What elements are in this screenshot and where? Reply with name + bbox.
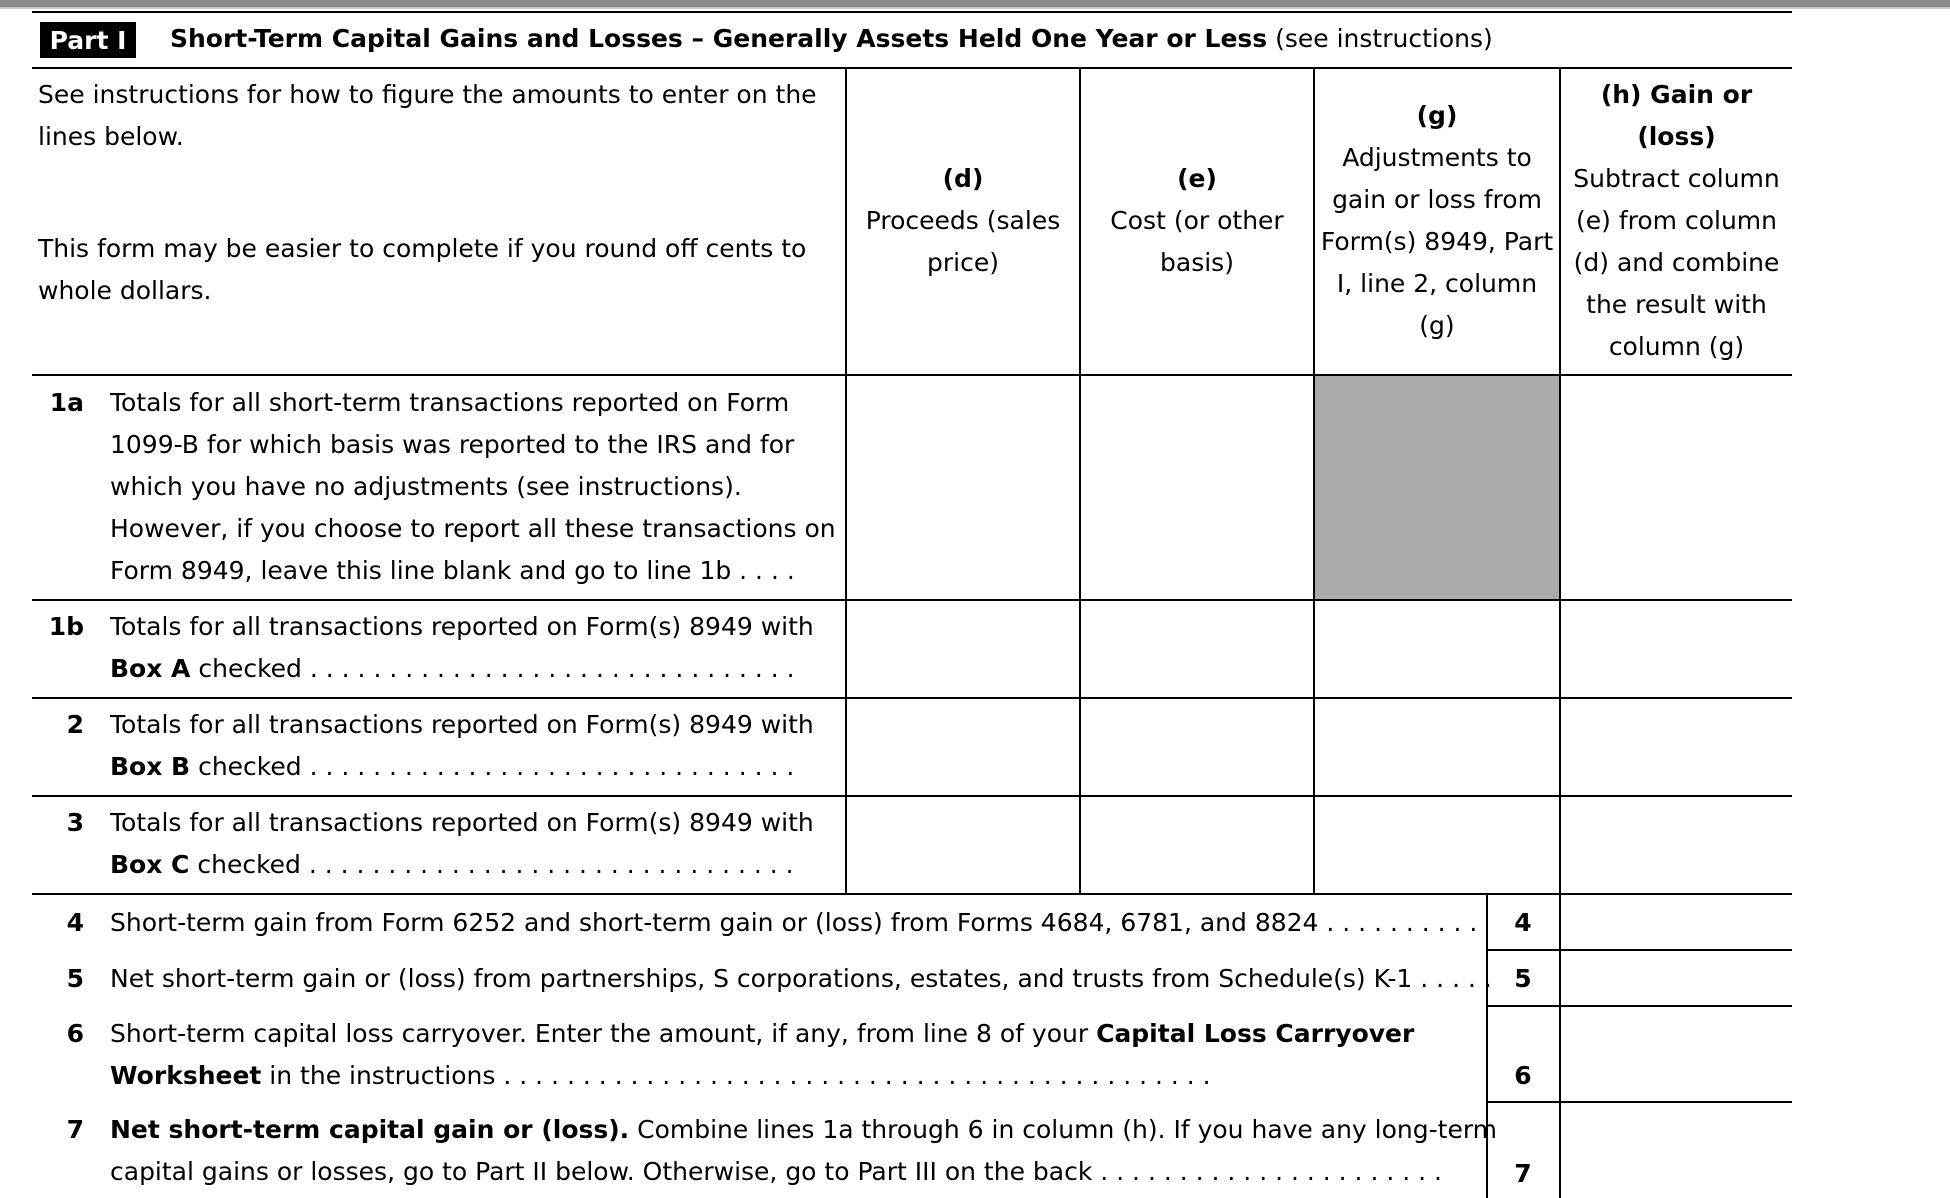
line-2-box-label: Box B [110, 752, 191, 781]
line-1a-col-e-input[interactable] [1081, 376, 1313, 599]
column-e-line-2: basis) [1160, 248, 1234, 277]
line-2-col-g-input[interactable] [1315, 699, 1559, 795]
line-6-worksheet-bold-1: Capital Loss Carryover [1096, 1019, 1415, 1048]
column-g-line-1: Adjustments to [1342, 143, 1532, 172]
column-d-letter: (d) [942, 164, 984, 193]
line-4-text: Short-term gain from Form 6252 and short-term gain or (loss) from Forms 4684, 6781, and 8824 . . . . . . . . . . [110, 908, 1478, 937]
line-1b-col-g-input[interactable] [1315, 601, 1559, 697]
line-3-text-2 [110, 844, 794, 886]
line-6-col-h-input[interactable] [1561, 1007, 1792, 1101]
line-5-text: Net short-term gain or (loss) from partnerships, S corporations, estates, and trusts from Schedule(s) K-1 . . . . . [110, 964, 1492, 993]
line-6-text-1 [110, 1013, 1414, 1055]
intro-line-4: whole dollars. [38, 276, 212, 305]
line-1a-number: 1a [49, 388, 84, 417]
part-title-main: Short-Term Capital Gains and Losses – Generally Assets Held One Year or Less [170, 24, 1268, 53]
line-1b-checked-text: checked . . . . . . . . . . . . . . . . . . . . . . . . . . . . . . . [190, 654, 795, 683]
part-top-rule [32, 11, 1792, 13]
line-7-col-h-input[interactable] [1561, 1103, 1792, 1198]
line-1a-text-4: However, if you choose to report all these transactions on [110, 514, 836, 543]
line-2-checked-text: checked . . . . . . . . . . . . . . . . . . . . . . . . . . . . . . . [190, 752, 795, 781]
line-6-text-1-main: Short-term capital loss carryover. Enter the amount, if any, from line 8 of your [110, 1019, 1097, 1048]
line-1a-text-1: Totals for all short-term transactions reported on Form [110, 388, 790, 417]
line-7-text-1-main: Combine lines 1a through 6 in column (h). If you have any long-term [629, 1115, 1498, 1144]
line-6-worksheet-bold-2: Worksheet [110, 1061, 262, 1090]
line-7-title-bold: Net short-term capital gain or (loss). [110, 1115, 630, 1144]
line-1a-text-3: which you have no adjustments (see instructions). [110, 472, 742, 501]
column-g-header [1315, 68, 1559, 374]
line-2-text-1: Totals for all transactions reported on Form(s) 8949 with [110, 710, 814, 739]
column-h-line-4: (d) and combine [1573, 248, 1780, 277]
line-1a-text-5: Form 8949, leave this line blank and go to line 1b . . . . [110, 556, 795, 585]
intro-line-3: This form may be easier to complete if you round off cents to [38, 234, 807, 263]
line-7-box-number: 7 [1514, 1159, 1532, 1188]
line-2-col-h-input[interactable] [1561, 699, 1792, 795]
line-4-number: 4 [66, 908, 84, 937]
line-2-col-d-input[interactable] [847, 699, 1079, 795]
line-6-text-2 [110, 1055, 1211, 1097]
top-border-shadow [0, 7, 1950, 9]
column-h-line-2: Subtract column [1573, 164, 1780, 193]
line-1b-col-e-input[interactable] [1081, 601, 1313, 697]
line-1b-box-label: Box A [110, 654, 191, 683]
column-h-line-3: (e) from column [1576, 206, 1777, 235]
column-g-line-4: I, line 2, column [1336, 269, 1538, 298]
line-3-col-h-input[interactable] [1561, 797, 1792, 893]
line-6-box-number: 6 [1514, 1061, 1532, 1090]
line-1a-col-d-input[interactable] [847, 376, 1079, 599]
part-title [170, 24, 1493, 53]
row-3-bottom-rule [32, 893, 1792, 895]
line-4-col-h-input[interactable] [1561, 895, 1792, 949]
line-7-number: 7 [66, 1115, 84, 1144]
line-2-text-2 [110, 746, 794, 788]
line-1b-number: 1b [48, 612, 84, 641]
line-3-col-d-input[interactable] [847, 797, 1079, 893]
column-d-line-2: price) [927, 248, 999, 277]
part-label: Part I [40, 22, 136, 58]
column-e-line-1: Cost (or other [1110, 206, 1284, 235]
line-1b-col-d-input[interactable] [847, 601, 1079, 697]
line-3-col-g-input[interactable] [1315, 797, 1559, 893]
line-4-box-number: 4 [1514, 908, 1532, 937]
line-1a-col-h-input[interactable] [1561, 376, 1792, 599]
line-1b-text-1: Totals for all transactions reported on Form(s) 8949 with [110, 612, 814, 641]
line-7-text-1 [110, 1109, 1497, 1151]
line-1a-text-2: 1099-B for which basis was reported to the IRS and for [110, 430, 795, 459]
shaded-cell-1a-g [1315, 376, 1559, 599]
column-d-header [847, 68, 1079, 374]
line-5-col-h-input[interactable] [1561, 951, 1792, 1005]
line-3-checked-text: checked . . . . . . . . . . . . . . . . . . . . . . . . . . . . . . . [189, 850, 794, 879]
line-5-box-number: 5 [1514, 964, 1532, 993]
intro-line-1: See instructions for how to figure the amounts to enter on the [38, 80, 817, 109]
line-6-number: 6 [66, 1019, 84, 1048]
line-5-number: 5 [66, 964, 84, 993]
line-7-text-2: capital gains or losses, go to Part II below. Otherwise, go to Part III on the back . . . . . . . . . . . . . . . . . . . . . . [110, 1157, 1442, 1186]
column-h-loss: (loss) [1637, 122, 1716, 151]
line-1b-col-h-input[interactable] [1561, 601, 1792, 697]
column-g-line-3: Form(s) 8949, Part [1320, 227, 1554, 256]
column-h-letter: (h) Gain or [1600, 80, 1753, 109]
line-6-text-2-main: in the instructions . . . . . . . . . . . . . . . . . . . . . . . . . . . . . . . . . . . . . . . . . . . . . [261, 1061, 1211, 1090]
column-g-letter: (g) [1416, 101, 1458, 130]
column-d-line-1: Proceeds (sales [865, 206, 1061, 235]
column-g-line-5: (g) [1419, 311, 1455, 340]
part-title-suffix: (see instructions) [1275, 24, 1493, 53]
column-g-line-2: gain or loss from [1332, 185, 1542, 214]
line-3-col-e-input[interactable] [1081, 797, 1313, 893]
top-border [0, 0, 1950, 7]
line-1b-text-2 [110, 648, 795, 690]
column-h-header [1561, 74, 1792, 370]
column-e-letter: (e) [1177, 164, 1217, 193]
line-3-text-1: Totals for all transactions reported on Form(s) 8949 with [110, 808, 814, 837]
line-3-number: 3 [66, 808, 84, 837]
line-2-number: 2 [66, 710, 84, 739]
intro-line-2: lines below. [38, 122, 184, 151]
column-e-header [1081, 68, 1313, 374]
column-h-line-6: column (g) [1608, 332, 1745, 361]
line-3-box-label: Box C [110, 850, 190, 879]
column-h-line-5: the result with [1586, 290, 1767, 319]
line-2-col-e-input[interactable] [1081, 699, 1313, 795]
